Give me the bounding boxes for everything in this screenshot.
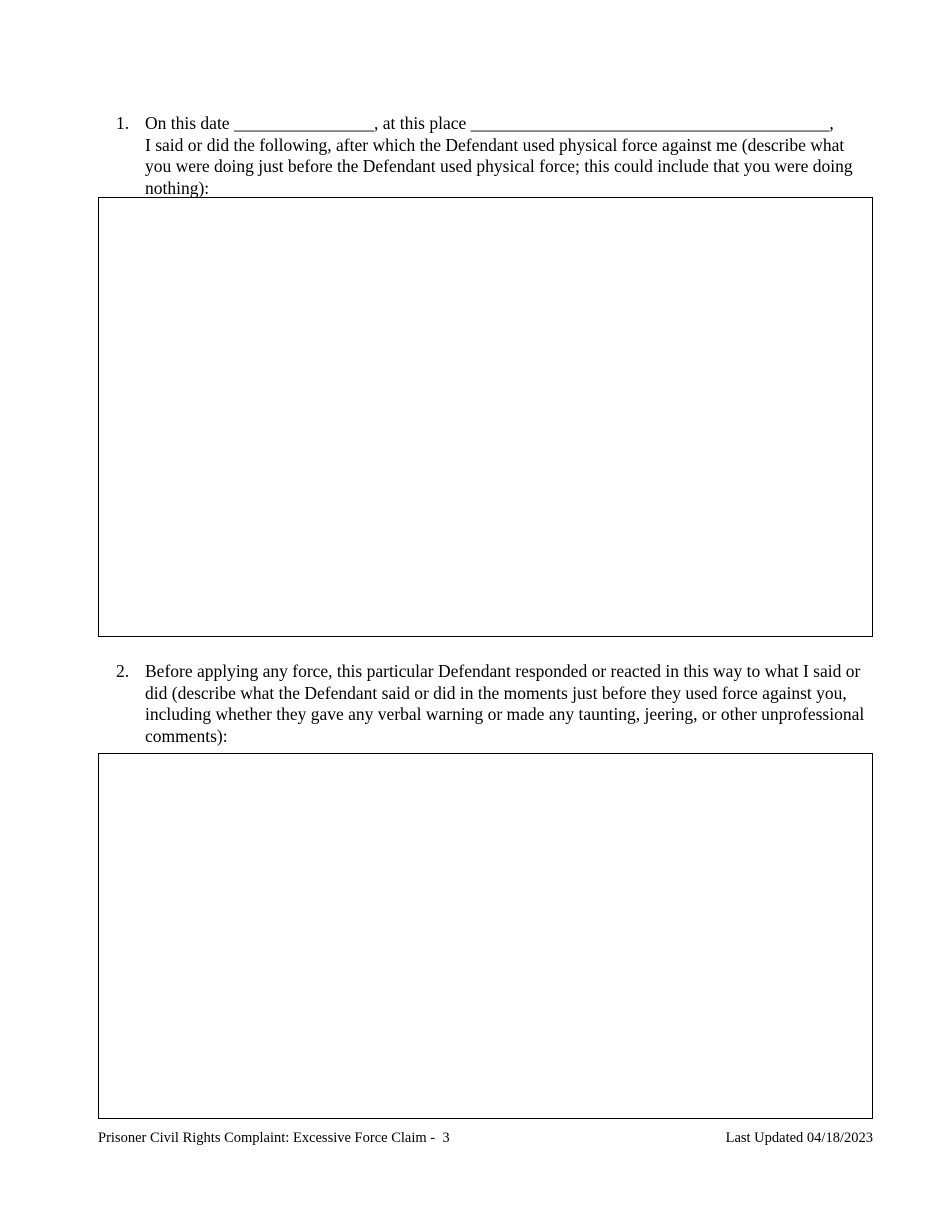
question-1-text	[145, 113, 873, 199]
question-2-body: Before applying any force, this particular Defendant responded or reacted in this way to what I said or did (describe what the Defendant said or did in the moments just before they used force against you, including whether they gave any verbal warning or made any taunting, jeering, or other unprofessional comments):	[145, 661, 865, 746]
question-2	[98, 661, 873, 747]
question-1-body: I said or did the following, after which the Defendant used physical force against me (describe what you were doing just before the Defendant used physical force; this could include that you were doing nothing):	[145, 134, 853, 198]
footer-title: Prisoner Civil Rights Complaint: Excessive Force Claim - 3	[98, 1130, 450, 1146]
question-1	[98, 113, 873, 199]
place-blank[interactable]: _________________________________________	[470, 113, 830, 133]
footer-last-updated: Last Updated 04/18/2023	[725, 1130, 873, 1146]
place-suffix: ,	[829, 113, 834, 133]
question-1-answer-box[interactable]	[98, 197, 873, 637]
question-2-number: 2.	[116, 661, 130, 681]
date-label: On this date	[145, 113, 234, 133]
question-1-first-line	[145, 113, 873, 135]
date-blank[interactable]: ________________	[233, 113, 374, 133]
question-1-number: 1.	[116, 113, 130, 133]
question-2-answer-box[interactable]	[98, 753, 873, 1119]
place-label: , at this place	[373, 113, 471, 133]
